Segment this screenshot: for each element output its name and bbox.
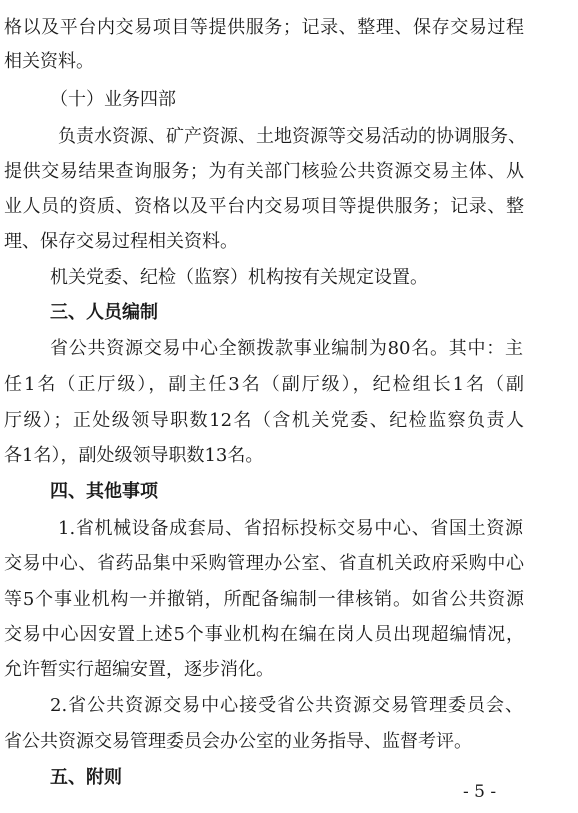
text-line: 格以及平台内交易项目等提供服务；记录、整理、保存交易过程 [4,17,524,38]
section-heading: 五、附则 [50,767,122,788]
section-subheading: （十）业务四部 [50,89,176,110]
text-line: 允许暂实行超编安置，逐步消化。 [4,659,274,680]
text-line: 机关党委、纪检（监察）机构按有关规定设置。 [50,267,428,288]
text-line: 负责水资源、矿产资源、土地资源等交易活动的协调服务、 [58,126,526,147]
text-line: 理、保存交易过程相关资料。 [4,231,238,252]
text-line: 交易中心因安置上述5个事业机构在编在岗人员出现超编情况， [4,624,524,645]
text-line: 业人员的资质、资格以及平台内交易项目等提供服务；记录、整 [4,196,524,217]
text-line: 1.省机械设备成套局、省招标投标交易中心、省国土资源 [58,518,523,539]
text-line: 任1名（正厅级），副主任3名（副厅级），纪检组长1名（副 [4,374,524,395]
text-line: 2.省公共资源交易中心接受省公共资源交易管理委员会、 [50,695,523,716]
text-line: 提供交易结果查询服务；为有关部门核验公共资源交易主体、从 [4,161,524,182]
page-number: - 5 - [463,782,497,802]
text-line: 交易中心、省药品集中采购管理办公室、省直机关政府采购中心 [4,553,524,574]
text-line: 省公共资源交易中心全额拨款事业编制为80名。其中：主 [50,338,523,359]
text-line: 省公共资源交易管理委员会办公室的业务指导、监督考评。 [4,731,472,752]
text-line: 厅级）；正处级领导职数12名（含机关党委、纪检监察负责人 [4,410,524,431]
text-line: 等5个事业机构一并撤销，所配备编制一律核销。如省公共资源 [4,589,524,610]
text-line: 各1名），副处级领导职数13名。 [4,445,264,466]
section-heading: 三、人员编制 [50,302,158,323]
text-line: 相关资料。 [4,51,94,72]
section-heading: 四、其他事项 [50,481,158,502]
